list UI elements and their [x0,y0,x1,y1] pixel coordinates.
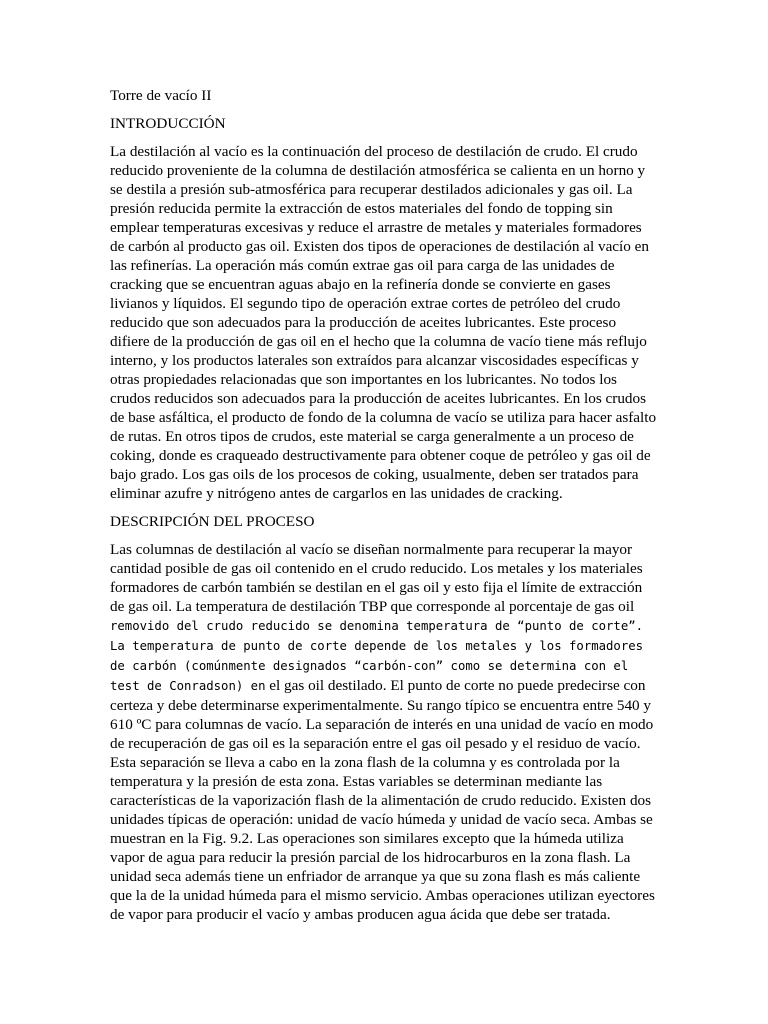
section-heading-introduccion: INTRODUCCIÓN [110,115,226,132]
section-heading-descripcion-del-proceso: DESCRIPCIÓN DEL PROCESO [110,513,315,530]
paragraph-descripcion-del-proceso [110,540,658,924]
paragraph-introduccion: La destilación al vacío es la continuación del proceso de destilación de crudo. El crudo reducido proveniente de la columna de destilación atmosférica se calienta en un horno y se destila a presión sub-atmosférica para recuperar destilados adicionales y gas oil. La presión reducida permite la extracción de estos materiales del fondo de topping sin emplear temperaturas excesivas y reduce el arrastre de metales y materiales formadores de carbón al producto gas oil. Existen dos tipos de operaciones de destilación al vacío en las refinerías. La operación más común extrae gas oil para carga de las unidades de cracking que se encuentran aguas abajo en la refinería donde se convierte en gases livianos y líquidos. El segundo tipo de operación extrae cortes de petróleo del crudo reducido que son adecuados para la producción de aceites lubricantes. Este proceso difiere de la producción de gas oil en el hecho que la columna de vacío tiene más reflujo interno, y los productos laterales son extraídos para alcanzar viscosidades específicas y otras propiedades relacionadas que son importantes en los lubricantes. No todos los crudos reducidos son adecuados para la producción de aceites lubricantes. En los crudos de base asfáltica, el producto de fondo de la columna de vacío se utiliza para hacer asfalto de rutas. En otros tipos de crudos, este material se carga generalmente a un proceso de coking, donde es craqueado destructivamente para obtener coque de petróleo y gas oil de bajo grado. Los gas oils de los procesos de coking, usualmente, deben ser tratados para eliminar azufre y nitrógeno antes de cargarlos en las unidades de cracking. [110,143,657,502]
document-page [110,86,658,933]
paragraph-segment: Las columnas de destilación al vacío se diseñan normalmente para recuperar la mayor cantidad posible de gas oil contenido en el crudo reducido. Los metales y los materiales formadores de carbón también se destilan en el gas oil y esto fija el límite de extracción de gas oil. La temperatura de destilación TBP que corresponde al porcentaje de gas oil [110,541,643,615]
document-title: Torre de vacío II [110,87,212,104]
paragraph-segment-monospace: removido del crudo reducido se denomina temperatura de “punto de corte”. La temperatura de punto de corte depende de los metales y los formadores de carbón (comúnmente designados “carbón-con” como se determina con el test de Conradson) en [110,619,644,693]
paragraph-segment: el gas oil destilado. El punto de corte no puede predecirse con certeza y debe determinarse experimentalmente. Su rango típico se encuentra entre 540 y 610 ºC para columnas de vacío. La separación de interés en una unidad de vacío en modo de recuperación de gas oil es la separación entre el gas oil pesado y el residuo de vacío. Esta separación se lleva a cabo en la zona flash de la columna y es controlada por la temperatura y la presión de esta zona. Estas variables se determinan mediante las características de la vaporización flash de la alimentación de crudo reducido. Existen dos unidades típicas de operación: unidad de vacío húmeda y unidad de vacío seca. Ambas se muestran en la Fig. 9.2. Las operaciones son similares excepto que la húmeda utiliza vapor de agua para reducir la presión parcial de los hidrocarburos en la zona flash. La unidad seca además tiene un enfriador de arranque ya que su zona flash es más caliente que la de la unidad húmeda para el mismo servicio. Ambas operaciones utilizan eyectores de vapor para producir el vacío y ambas producen agua ácida que debe ser tratada. [110,677,655,923]
